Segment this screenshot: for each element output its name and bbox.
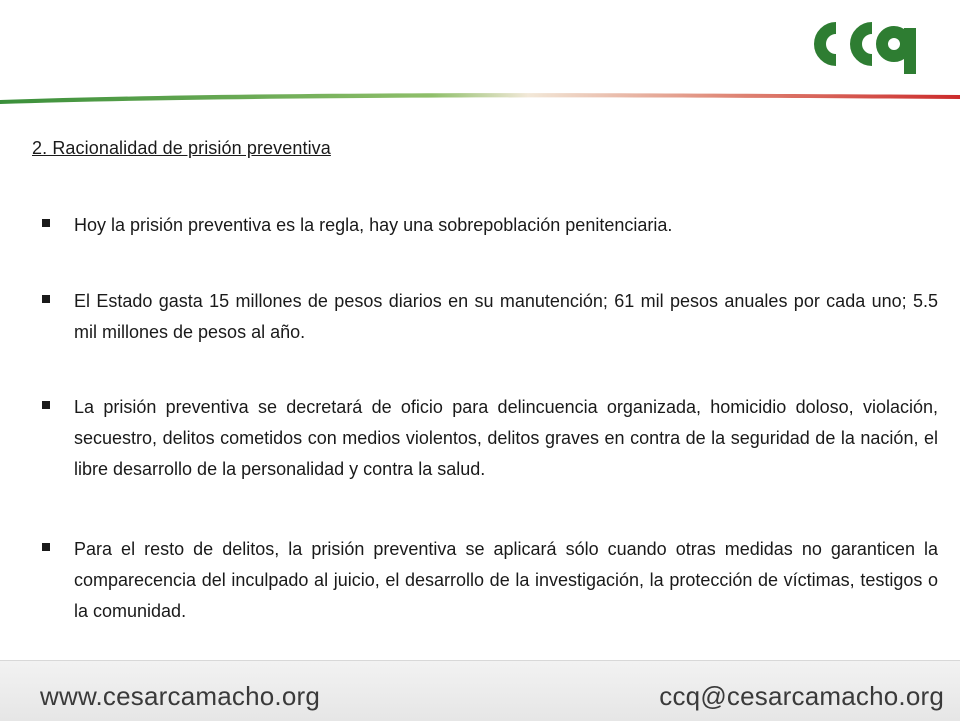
square-bullet-icon xyxy=(42,543,50,551)
bullet-text: El Estado gasta 15 millones de pesos diarios en su manutención; 61 mil pesos anuales por cada uno; 5.5 mil millones de pesos al año. xyxy=(74,291,938,342)
list-item xyxy=(42,534,938,627)
footer xyxy=(0,660,960,721)
bullet-text: La prisión preventiva se decretará de oficio para delincuencia organizada, homicidio doloso, violación, secuestro, delitos cometidos con medios violentos, delitos graves en contra de la seguridad de la nación, el libre desarrollo de la personalidad y contra la salud. xyxy=(74,397,938,479)
email-link[interactable]: ccq@cesarcamacho.org xyxy=(659,681,944,711)
square-bullet-icon xyxy=(42,219,50,227)
bullet-text: Para el resto de delitos, la prisión preventiva se aplicará sólo cuando otras medidas no garanticen la comparecencia del inculpado al juicio, el desarrollo de la investigación, la protección de víctimas, testigos o la comunidad. xyxy=(74,539,938,621)
list-item xyxy=(42,286,938,348)
ccq-logo xyxy=(806,14,926,76)
header-stripe xyxy=(0,90,960,104)
list-item xyxy=(42,210,938,241)
website-link[interactable]: www.cesarcamacho.org xyxy=(40,681,320,711)
ccq-logo-icon xyxy=(806,14,926,76)
list-item xyxy=(42,392,938,485)
bullet-text: Hoy la prisión preventiva es la regla, hay una sobrepoblación penitenciaria. xyxy=(74,215,673,235)
square-bullet-icon xyxy=(42,295,50,303)
square-bullet-icon xyxy=(42,401,50,409)
page-title: 2. Racionalidad de prisión preventiva xyxy=(32,138,331,158)
